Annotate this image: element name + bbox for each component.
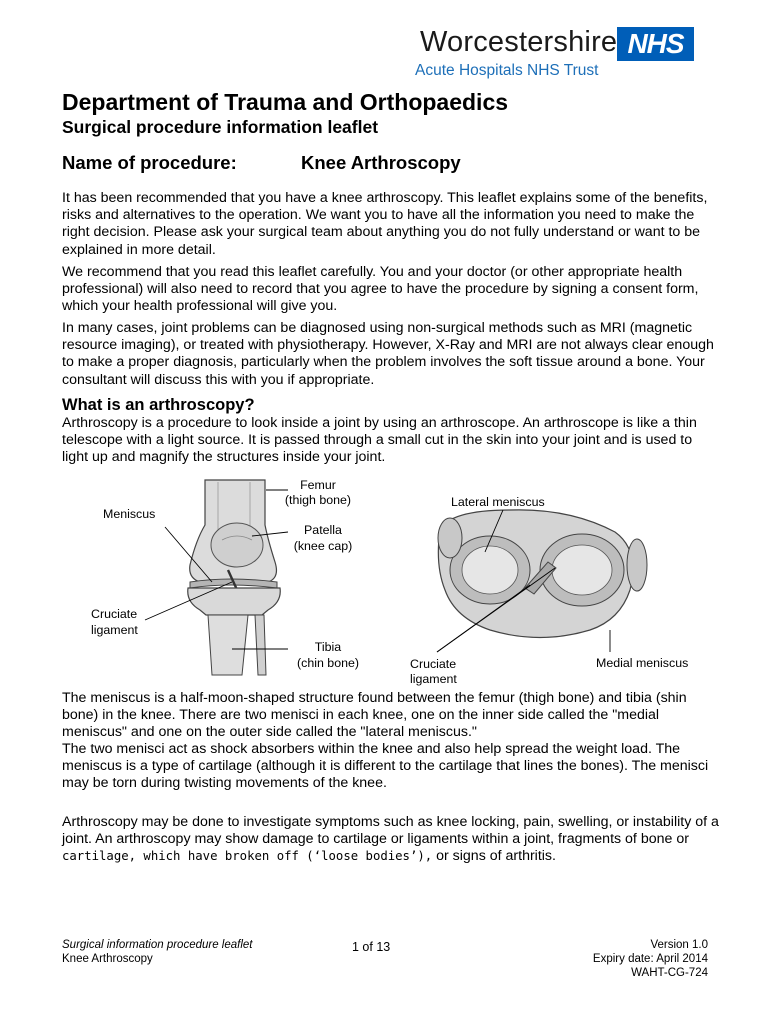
label-ligament-2: ligament: [410, 672, 457, 686]
knee-front-illustration: [145, 480, 288, 675]
purpose-text-end: or signs of arthritis.: [432, 848, 556, 865]
procedure-label: Name of procedure:: [62, 152, 237, 173]
meniscus-paragraph: The meniscus is a half-moon-shaped structure found between the femur (thigh bone) and tibia (shin bone) in the knee. There are two menisci in each knee, one on the inner side called the "medial meniscus" and one on the outer side called the "lateral meniscus.": [62, 690, 687, 741]
nhs-logo: NHS: [617, 27, 694, 61]
label-medial-meniscus: Medial meniscus: [596, 656, 689, 670]
label-meniscus: Meniscus: [103, 507, 156, 521]
intro-paragraph-2: We recommend that you read this leaflet carefully. You and your doctor (or other appropriate health professional) will also need to record that you agree to have the procedure by signing a consent form, which your health professional will give you.: [62, 264, 699, 315]
label-cruciate: Cruciate: [91, 607, 138, 621]
label-ligament: ligament: [91, 623, 138, 637]
label-femur-sub: (thigh bone): [284, 493, 352, 507]
label-lateral-meniscus: Lateral meniscus: [451, 495, 545, 509]
procedure-name: Knee Arthroscopy: [301, 152, 461, 173]
label-tibia: Tibia: [314, 640, 342, 654]
footer-expiry: Expiry date: April 2014: [592, 953, 708, 965]
label-tibia-sub: (chin bone): [297, 656, 359, 670]
footer-version: Version 1.0: [650, 939, 708, 951]
label-patella-sub: (knee cap): [293, 539, 353, 553]
department-title: Department of Trauma and Orthopaedics: [62, 89, 509, 115]
label-femur: Femur: [300, 478, 336, 492]
leaflet-subtitle: Surgical procedure information leaflet: [62, 117, 379, 137]
purpose-text-start: Arthroscopy may be done to investigate symptoms such as knee locking, pain, swelling, or instability of a joint. An arthroscopy may show damage to cartilage or ligaments within a joint, fragments of bone or: [62, 814, 719, 848]
section-heading: What is an arthroscopy?: [62, 396, 255, 414]
menisci-function-paragraph: The two menisci act as shock absorbers within the knee and also help spread the weight load. The meniscus is a type of cartilage (although it is different to the cartilage that lines the bones). The menisci may be torn during twisting movements of the knee.: [62, 741, 709, 792]
arthroscopy-purpose-paragraph: [62, 814, 722, 866]
footer-code: WAHT-CG-724: [631, 967, 708, 979]
footer-procedure: Knee Arthroscopy: [62, 953, 153, 965]
section-paragraph-1: Arthroscopy is a procedure to look inside a joint by using an arthroscope. An arthroscope is like a thin telescope with a light source. It is passed through a small cut in the skin into your joint and is used to light up and magnify the structures inside your joint.: [62, 415, 697, 466]
knee-top-illustration: [437, 510, 647, 652]
trust-logo-name: Worcestershire: [420, 26, 618, 58]
page-number: 1 of 13: [352, 940, 391, 954]
purpose-text-mono: cartilage, which have broken off (‘loose bodies’),: [62, 849, 433, 864]
intro-paragraph-1: It has been recommended that you have a knee arthroscopy. This leaflet explains some of the benefits, risks and alternatives to the operation. We want you to have all the information you need to make the right decision. Please ask your surgical team about anything you do not fully understand or want to be explained in more detail.: [62, 190, 708, 258]
label-patella: Patella: [304, 523, 342, 537]
footer-leaflet-type: Surgical information procedure leaflet: [62, 939, 253, 951]
intro-paragraph-3: In many cases, joint problems can be diagnosed using non-surgical methods such as MRI (magnetic resource imaging), or treated with physiotherapy. However, X-Ray and MRI are not always clear enough to make a proper diagnosis, particularly when the problem involves the soft tissue around a bone. Your consultant will discuss this with you if appropriate.: [62, 320, 714, 388]
trust-logo-subtitle: Acute Hospitals NHS Trust: [415, 62, 599, 79]
label-cruciate-2: Cruciate: [410, 657, 457, 671]
